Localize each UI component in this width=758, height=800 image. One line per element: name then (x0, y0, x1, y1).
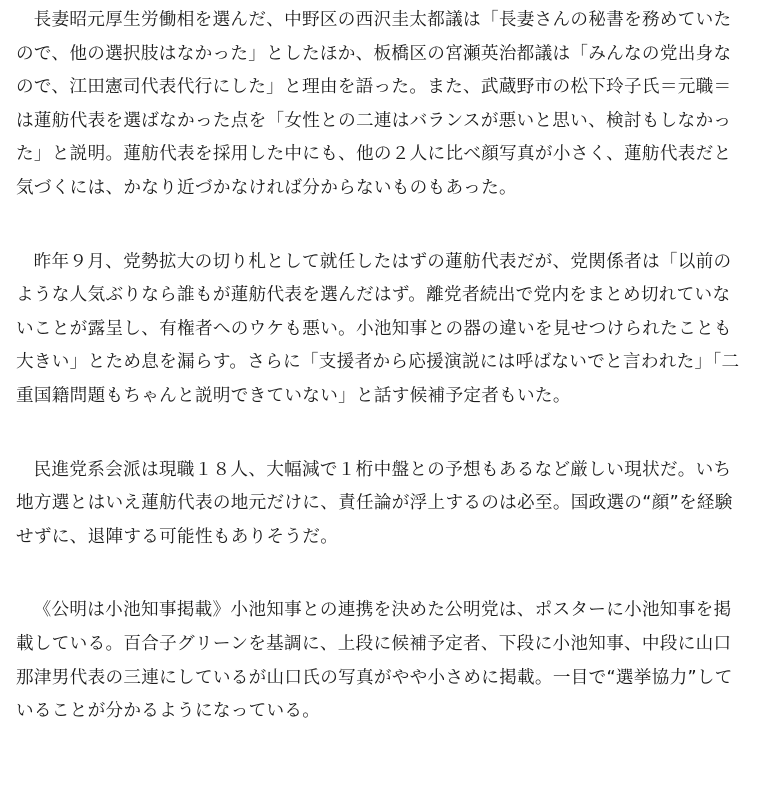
article-paragraph-1: 長妻昭元厚生労働相を選んだ、中野区の西沢圭太都議は「長妻さんの秘書を務めていたので、他の選択肢はなかった」としたほか、板橋区の宮瀬英治都議は「みんなの党出身なので、江田憲司代表代行にした」と理由を語った。また、武蔵野市の松下玲子氏＝元職＝は蓮舫代表を選ばなかった点を「女性との二連はバランスが悪いと思い、検討もしなかった」と説明。蓮舫代表を採用した中にも、他の２人に比べ顔写真が小さく、蓮舫代表だと気づくには、かなり近づかなければ分からないものもあった。 (16, 10, 732, 198)
article-paragraph-2: 昨年９月、党勢拡大の切り札として就任したはずの蓮舫代表だが、党関係者は「以前のような人気ぶりなら誰もが蓮舫代表を選んだはず。離党者続出で党内をまとめ切れていないことが露呈し、有権者へのウケも悪い。小池知事との器の違いを見せつけられたことも大きい」とため息を漏らす。さらに「支援者から応援演説には呼ばないでと言われた」「二重国籍問題もちゃんと説明できていない」と話す候補予定者もいた。 (16, 251, 740, 406)
article-paragraph-4: 《公明は小池知事掲載》小池知事との連携を決めた公明党は、ポスターに小池知事を掲載している。百合子グリーンを基調に、上段に候補予定者、下段に小池知事、中段に山口那津男代表の三連にしているが山口氏の写真がやや小さめに掲載。一目で“選挙協力”していることが分かるようになっている。 (16, 600, 733, 722)
article-paragraph-3: 民進党系会派は現職１８人、大幅減で１桁中盤との予想もあるなど厳しい現状だ。いち地方選とはいえ蓮舫代表の地元だけに、責任論が浮上するのは必至。国政選の“顔”を経験せずに、退陣する可能性もありそうだ。 (16, 459, 733, 547)
